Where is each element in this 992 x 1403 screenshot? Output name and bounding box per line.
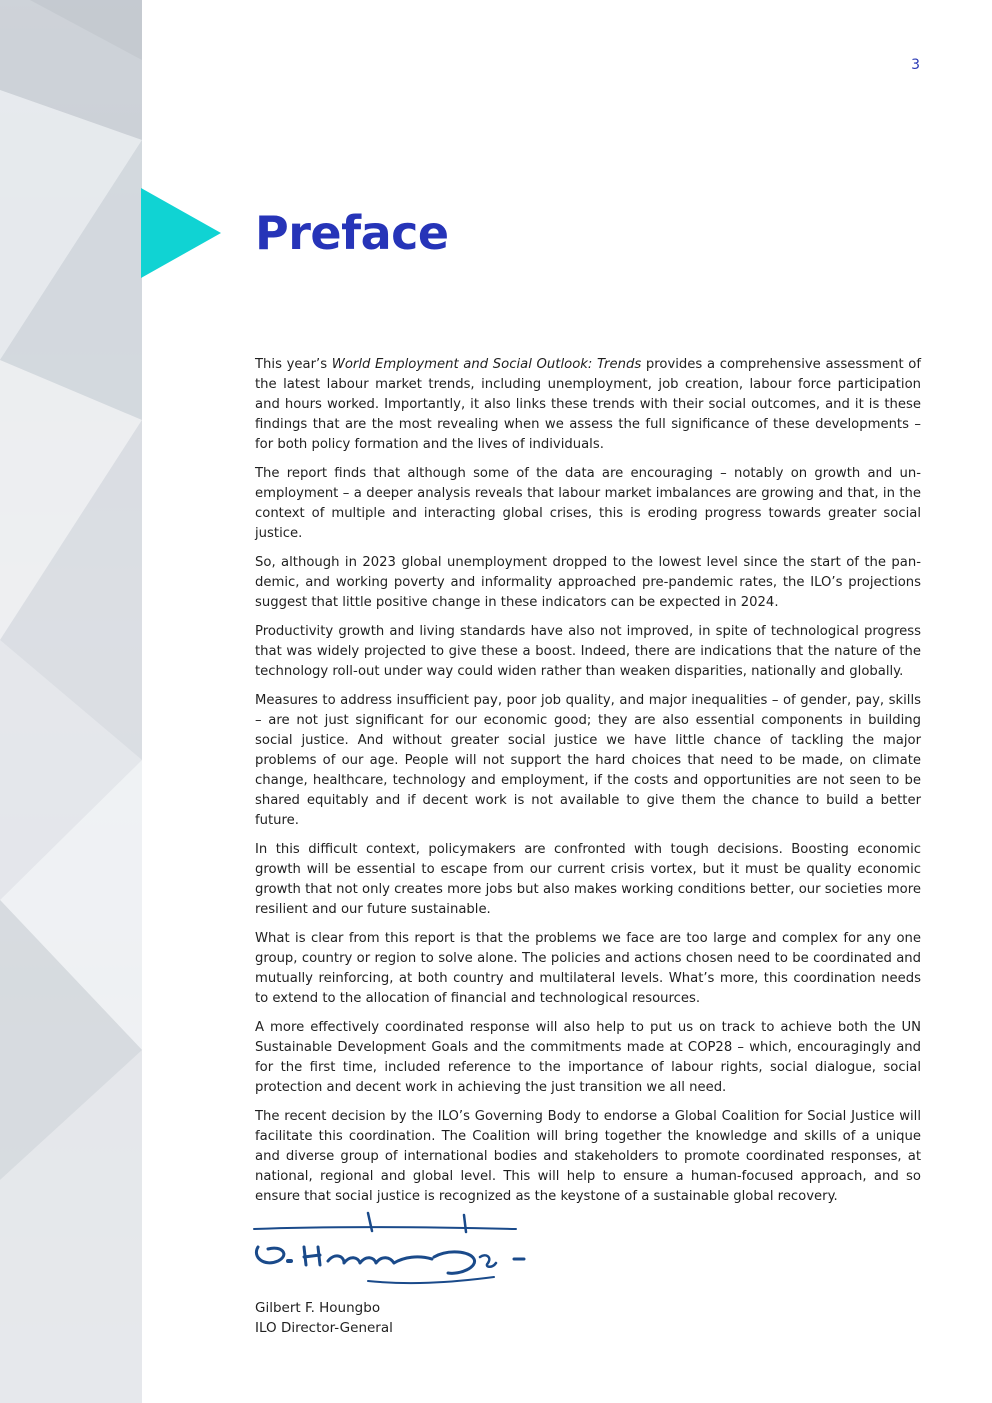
preface-body: [255, 355, 921, 1216]
signer-role: ILO Director-General: [255, 1320, 393, 1336]
paragraph: The report finds that although some of the data are encouraging – notably on growth and un-employment – a deeper analysis reveals that labour market imbalances are growing and that, in the context of multiple and interacting global crises, this is eroding progress towards greater social justice.: [255, 466, 921, 541]
paragraph: Measures to address insufficient pay, poor job quality, and major inequalities – of gender, pay, skills – are not just significant for our economic good; they are also essential components in building social justice. And without greater social justice we have little chance of tackling the major problems of our age. People will not support the hard choices that need to be made, on climate change, healthcare, technology and employment, if the costs and opportunities are not seen to be shared equitably and if decent work is not available to give them the chance to build a better future.: [255, 693, 921, 828]
paragraph: So, although in 2023 global unemployment dropped to the lowest level since the start of the pan-demic, and working poverty and informality approached pre-pandemic rates, the ILO’s projections suggest that little positive change in these indicators can be expected in 2024.: [255, 555, 921, 610]
paragraph: The recent decision by the ILO’s Governing Body to endorse a Global Coalition for Social Justice will facilitate this coordination. The Coalition will bring together the knowledge and skills of a unique and diverse group of international bodies and stakeholders to promote coordinated responses, at national, regional and global level. This will help to ensure a human-focused approach, and so ensure that social justice is recognized as the keystone of a sustainable global recovery.: [255, 1109, 921, 1204]
cyan-triangle-arrow-icon: [141, 188, 221, 278]
geometric-pattern: [0, 0, 142, 1403]
decorative-side-panel: [0, 0, 142, 1403]
page-title: Preface: [255, 206, 449, 260]
paragraph: In this difficult context, policymakers are confronted with tough decisions. Boosting economic growth will be essential to escape from our current crisis vortex, but it must be quality economic growth that not only creates more jobs but also makes working conditions better, our societies more resilient and our future sustainable.: [255, 842, 921, 917]
page-number: 3: [911, 57, 920, 73]
paragraph: What is clear from this report is that the problems we face are too large and complex for any one group, country or region to solve alone. The policies and actions chosen need to be coordinated and mutually reinforcing, at both country and multilateral levels. What’s more, this coordination needs to extend to the allocation of financial and technological resources.: [255, 931, 921, 1006]
signer-name: Gilbert F. Houngbo: [255, 1300, 381, 1316]
paragraph: This year’s World Employment and Social Outlook: Trends provides a comprehensive assessment of the latest labour market trends, including unemployment, job creation, labour force participation and hours worked. Importantly, it also links these trends with their social outcomes, and it is these findings that are the most revealing when we assess the full significance of these developments – for both policy formation and the lives of individuals.: [255, 357, 922, 452]
report-title-italic: World Employment and Social Outlook: Trends: [331, 357, 642, 372]
signer-block: [255, 1298, 393, 1338]
handwritten-signature-icon: [248, 1205, 538, 1297]
paragraph: A more effectively coordinated response will also help to put us on track to achieve both the UN Sustainable Development Goals and the commitments made at COP28 – which, encouragingly and for the first time, included reference to the importance of labour rights, social dialogue, social protection and decent work in achieving the just transition we all need.: [255, 1020, 921, 1095]
paragraph: Productivity growth and living standards have also not improved, in spite of technological progress that was widely projected to give these a boost. Indeed, there are indications that the nature of the technology roll-out under way could widen rather than weaken disparities, nationally and globally.: [255, 624, 921, 679]
